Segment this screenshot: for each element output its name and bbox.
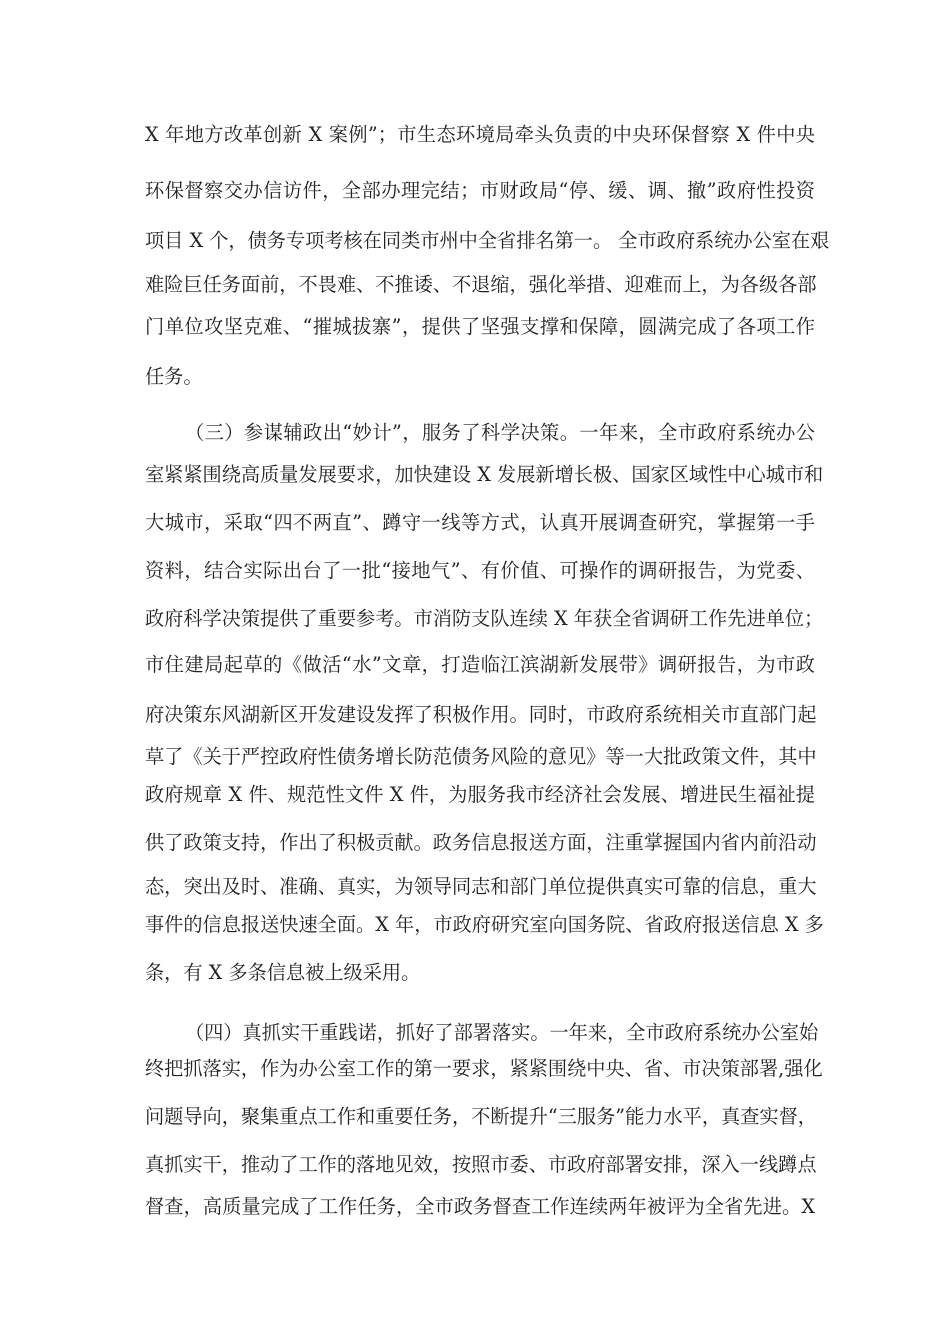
text-line: 大城市，采取“四不两直”、蹲守一线等方式，认真开展调查研究，掌握第一手 <box>145 511 815 534</box>
text-line: 问题导向，聚集重点工作和重要任务，不断提升“三服务”能力水平，真查实督， <box>145 1105 817 1128</box>
text-line: 事件的信息报送快速全面。X 年，市政府研究室向国务院、省政府报送信息 X 多 <box>145 913 824 936</box>
text-line: 督查，高质量完成了工作任务，全市政务督查工作连续两年被评为全省先进。X <box>145 1195 815 1218</box>
text-line: 供了政策支持，作出了积极贡献。政务信息报送方面，注重掌握国内省内前沿动 <box>145 831 817 854</box>
paragraph-heading-line: （四）真抓实干重践诺，抓好了部署落实。一年来，全市政府系统办公室始 <box>185 1021 819 1044</box>
text-line: 政府规章 X 件、规范性文件 X 件，为服务我市经济社会发展、增进民生福祉提 <box>145 783 815 806</box>
text-line: 环保督察交办信访件，全部办理完结；市财政局“停、缓、调、撤”政府性投资 <box>145 179 815 202</box>
text-line: 草了《关于严控政府性债务增长防范债务风险的意见》等一大批政策文件，其中 <box>145 745 817 768</box>
text-line: 终把抓落实，作为办公室工作的第一要求，紧紧围绕中央、省、市决策部署,强化 <box>145 1057 823 1080</box>
text-line: 任务。 <box>145 365 203 388</box>
text-line: 市住建局起草的《做活“水”文章，打造临江滨湖新发展带》调研报告，为市政 <box>145 653 815 676</box>
text-line: 资料，结合实际出台了一批“接地气”、有价值、可操作的调研报告，为党委、 <box>145 559 815 582</box>
text-line: 难险巨任务面前，不畏难、不推诿、不退缩，强化举措、迎难而上，为各级各部 <box>145 273 817 296</box>
text-line: 室紧紧围绕高质量发展要求，加快建设 X 发展新增长极、国家区域性中心城市和 <box>145 463 824 486</box>
paragraph-heading-line: （三）参谋辅政出“妙计”，服务了科学决策。一年来，全市政府系统办公 <box>185 421 815 444</box>
text-line: 态，突出及时、准确、真实，为领导同志和部门单位提供真实可靠的信息，重大 <box>145 875 817 898</box>
text-line: X 年地方改革创新 X 案例”；市生态环境局牵头负责的中央环保督察 X 件中央 <box>145 123 815 146</box>
text-line: 项目 X 个，债务专项考核在同类市州中全省排名第一。 全市政府系统办公室在艰 <box>145 229 830 252</box>
text-line: 政府科学决策提供了重要参考。市消防支队连续 X 年获全省调研工作先进单位； <box>145 607 824 630</box>
text-line: 门单位攻坚克难、“摧城拔寨”，提供了坚强支撑和保障，圆满完成了各项工作 <box>145 315 815 338</box>
text-line: 府决策东风湖新区开发建设发挥了积极作用。同时，市政府系统相关市直部门起 <box>145 703 817 726</box>
text-line: 真抓实干，推动了工作的落地见效，按照市委、市政府部署安排，深入一线蹲点 <box>145 1153 817 1176</box>
text-line: 条，有 X 多条信息被上级采用。 <box>145 961 421 984</box>
